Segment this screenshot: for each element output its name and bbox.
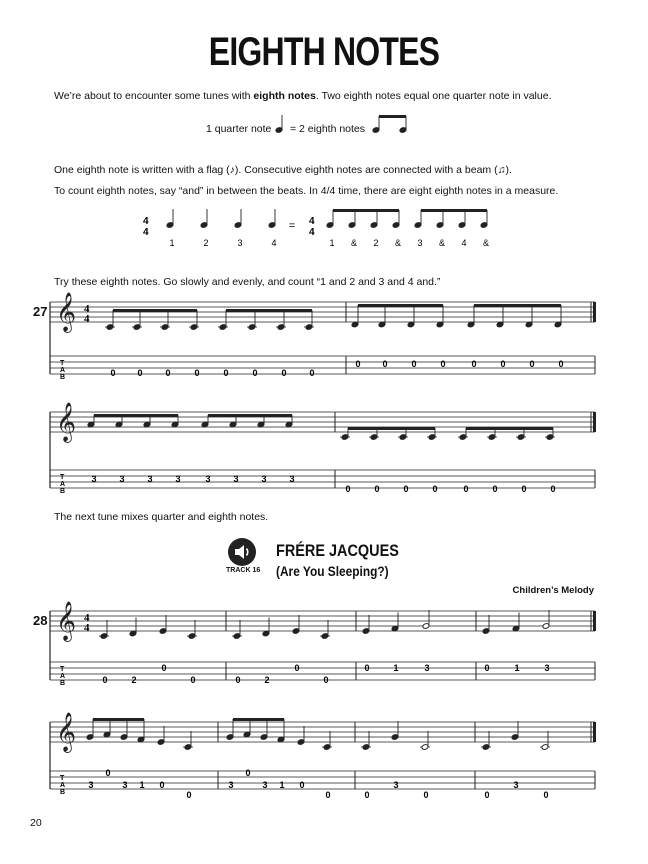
count-label: & xyxy=(350,238,358,248)
track-label: TRACK 16 xyxy=(226,567,261,574)
tab-fret-number: 3 xyxy=(205,474,211,484)
composer-credit: Children’s Melody xyxy=(512,585,594,596)
tab-fret-number: 0 xyxy=(463,484,469,494)
tab-fret-number: 3 xyxy=(233,474,239,484)
tab-fret-number: 3 xyxy=(424,663,430,673)
count-label: & xyxy=(438,238,446,248)
note-beam xyxy=(358,304,443,307)
tab-fret-number: 0 xyxy=(521,484,527,494)
page-title: EIGHTH NOTES xyxy=(208,30,440,74)
tab-label-letter: A xyxy=(60,367,66,374)
tab-fret-number: 0 xyxy=(245,768,251,778)
note-beam xyxy=(348,427,435,430)
count-label: & xyxy=(394,238,402,248)
count-label: 1 xyxy=(329,238,335,248)
tab-label-letter: B xyxy=(60,789,66,796)
count-label: 4 xyxy=(461,238,467,248)
count-label: & xyxy=(482,238,490,248)
try-text: Try these eighth notes. Go slowly and evenly, and count “1 and 2 and 3 and 4 and.” xyxy=(54,276,441,288)
tab-label-letter: A xyxy=(60,673,66,680)
count-label: 2 xyxy=(203,238,209,248)
tab-fret-number: 0 xyxy=(223,368,229,378)
tab-fret-number: 3 xyxy=(393,780,399,790)
time-signature-top: 4 xyxy=(309,216,315,227)
tab-fret-number: 3 xyxy=(147,474,153,484)
tab-label-letter: T xyxy=(60,474,65,481)
equation-right: = 2 eighth notes xyxy=(290,123,366,135)
tab-label-letter: B xyxy=(60,680,66,687)
count-label: 2 xyxy=(373,238,379,248)
final-barline xyxy=(593,302,596,322)
tab-fret-number: 3 xyxy=(289,474,295,484)
count-label: 3 xyxy=(417,238,423,248)
tab-fret-number: 0 xyxy=(374,484,380,494)
tab-fret-number: 1 xyxy=(139,780,145,790)
tab-fret-number: 3 xyxy=(262,780,268,790)
count-label: 3 xyxy=(237,238,243,248)
note-beam xyxy=(333,209,399,212)
tab-fret-number: 0 xyxy=(364,663,370,673)
tab-fret-number: 3 xyxy=(119,474,125,484)
tab-fret-number: 0 xyxy=(550,484,556,494)
treble-clef-icon: 𝄞 xyxy=(56,712,77,752)
tab-fret-number: 0 xyxy=(484,790,490,800)
count-label: 4 xyxy=(271,238,277,248)
tab-fret-number: 0 xyxy=(325,790,331,800)
flag-text: One eighth note is written with a flag (♪). Consecutive eighth notes are connected with a beam (♫). xyxy=(54,164,512,176)
tab-fret-number: 0 xyxy=(165,368,171,378)
intro-bold: eighth notes xyxy=(253,90,316,102)
tab-label-letter: A xyxy=(60,782,66,789)
tab-fret-number: 3 xyxy=(91,474,97,484)
tab-fret-number: 0 xyxy=(345,484,351,494)
tab-fret-number: 2 xyxy=(131,675,137,685)
tab-fret-number: 0 xyxy=(194,368,200,378)
tab-fret-number: 0 xyxy=(323,675,329,685)
tab-fret-number: 0 xyxy=(252,368,258,378)
tab-fret-number: 0 xyxy=(102,675,108,685)
time-signature-top: 4 xyxy=(143,216,149,227)
note-beam xyxy=(94,414,178,417)
equation-left: 1 quarter note xyxy=(206,123,272,135)
tab-fret-number: 3 xyxy=(122,780,128,790)
note-beam xyxy=(93,718,144,721)
tab-fret-number: 0 xyxy=(355,359,361,369)
tab-fret-number: 0 xyxy=(423,790,429,800)
tab-fret-number: 1 xyxy=(279,780,285,790)
mix-text: The next tune mixes quarter and eighth notes. xyxy=(54,511,269,523)
tab-fret-number: 0 xyxy=(484,663,490,673)
tab-fret-number: 3 xyxy=(228,780,234,790)
tab-fret-number: 0 xyxy=(105,768,111,778)
treble-clef-icon: 𝄞 xyxy=(56,292,77,332)
song-subtitle: (Are You Sleeping?) xyxy=(276,563,389,579)
time-signature-bottom: 4 xyxy=(84,622,90,634)
tab-fret-number: 0 xyxy=(190,675,196,685)
tab-label-letter: T xyxy=(60,666,65,673)
tab-fret-number: 0 xyxy=(492,484,498,494)
tab-fret-number: 0 xyxy=(137,368,143,378)
tab-fret-number: 0 xyxy=(309,368,315,378)
final-barline xyxy=(593,412,596,432)
tab-fret-number: 0 xyxy=(411,359,417,369)
tab-label-letter: A xyxy=(60,481,66,488)
tab-fret-number: 0 xyxy=(432,484,438,494)
count-text: To count eighth notes, say “and” in between the beats. In 4/4 time, there are eight eighth notes in a measure. xyxy=(54,185,559,197)
time-signature-bottom: 4 xyxy=(143,227,149,238)
final-barline xyxy=(593,722,596,742)
tab-fret-number: 3 xyxy=(513,780,519,790)
tab-fret-number: 0 xyxy=(440,359,446,369)
tab-fret-number: 0 xyxy=(110,368,116,378)
note-beam xyxy=(466,427,553,430)
tab-label-letter: T xyxy=(60,360,65,367)
time-signature-top: 4 xyxy=(84,612,90,624)
note-beam xyxy=(226,309,312,312)
intro-prefix: We’re about to encounter some tunes with xyxy=(54,90,254,102)
note-beam xyxy=(113,309,197,312)
tab-fret-number: 0 xyxy=(403,484,409,494)
note-beam xyxy=(233,718,284,721)
tab-label-letter: B xyxy=(60,374,66,381)
tab-fret-number: 0 xyxy=(161,663,167,673)
tab-fret-number: 0 xyxy=(471,359,477,369)
tab-fret-number: 1 xyxy=(514,663,520,673)
note-beam xyxy=(421,209,487,212)
tab-fret-number: 2 xyxy=(264,675,270,685)
tab-fret-number: 3 xyxy=(175,474,181,484)
tab-fret-number: 3 xyxy=(261,474,267,484)
tab-fret-number: 0 xyxy=(558,359,564,369)
time-signature-bottom: 4 xyxy=(84,313,90,325)
tab-label-letter: B xyxy=(60,488,66,495)
note-beam xyxy=(474,304,561,307)
tab-fret-number: 0 xyxy=(159,780,165,790)
equals-sign: = xyxy=(288,220,296,232)
treble-clef-icon: 𝄞 xyxy=(56,601,77,641)
tab-fret-number: 0 xyxy=(500,359,506,369)
tab-label-letter: T xyxy=(60,775,65,782)
tab-fret-number: 0 xyxy=(382,359,388,369)
tab-fret-number: 0 xyxy=(529,359,535,369)
count-label: 1 xyxy=(169,238,175,248)
exercise-number-27: 27 xyxy=(33,304,48,319)
tab-fret-number: 0 xyxy=(543,790,549,800)
time-signature-top: 4 xyxy=(84,303,90,315)
tab-fret-number: 0 xyxy=(281,368,287,378)
tab-fret-number: 0 xyxy=(235,675,241,685)
note-beam xyxy=(379,115,406,118)
song-title: FRÉRE JACQUES xyxy=(276,541,399,560)
tab-fret-number: 0 xyxy=(299,780,305,790)
tab-fret-number: 0 xyxy=(186,790,192,800)
exercise-number-28: 28 xyxy=(33,613,48,628)
tab-fret-number: 0 xyxy=(364,790,370,800)
note-beam xyxy=(208,414,292,417)
time-signature-bottom: 4 xyxy=(309,227,315,238)
tab-fret-number: 3 xyxy=(544,663,550,673)
tab-fret-number: 0 xyxy=(294,663,300,673)
page-number: 20 xyxy=(30,817,42,829)
intro-suffix: . Two eighth notes equal one quarter note in value. xyxy=(315,90,552,102)
treble-clef-icon: 𝄞 xyxy=(56,402,77,442)
tab-fret-number: 1 xyxy=(393,663,399,673)
final-barline xyxy=(593,611,596,631)
tab-fret-number: 3 xyxy=(88,780,94,790)
